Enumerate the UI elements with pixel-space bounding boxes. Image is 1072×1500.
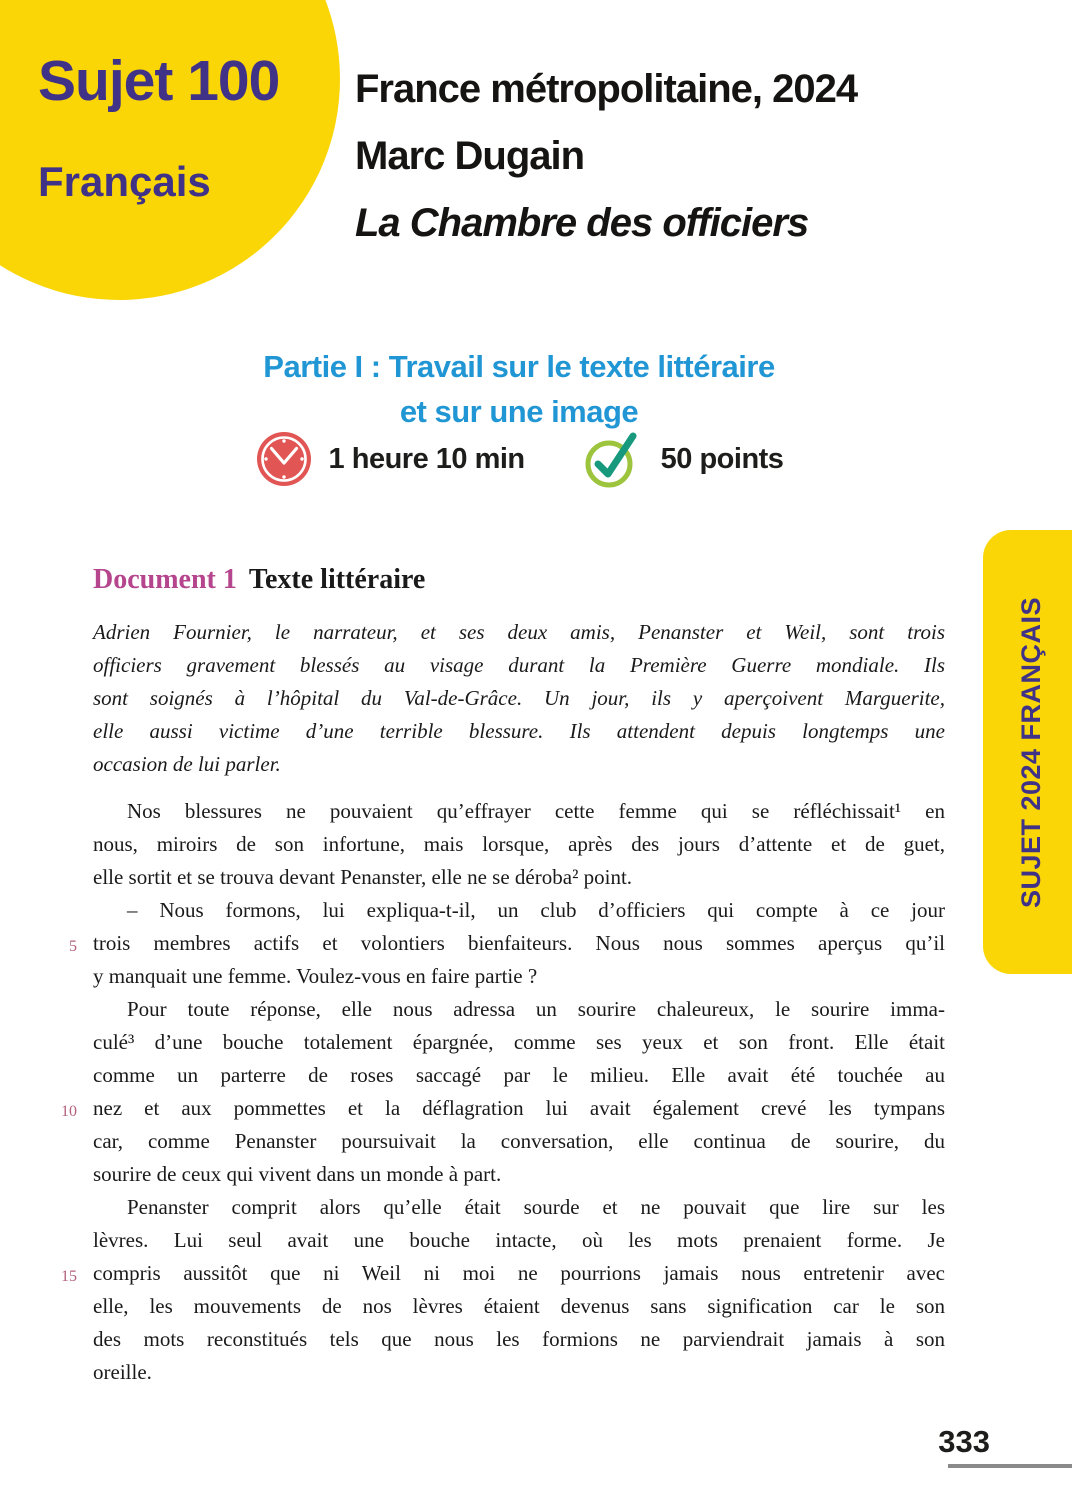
intro-line: elle aussi victime d’une terrible blessure. Ils attendent depuis longtemps une: [93, 719, 945, 743]
document-label: Document 1: [93, 564, 237, 595]
intro-line: sont soignés à l’hôpital du Val-de-Grâce. Un jour, ils y aperçoivent Marguerite,: [93, 686, 945, 710]
text-line: [93, 1059, 945, 1092]
section-title: [93, 344, 945, 434]
side-tab-label: SUJET 2024 FRANÇAIS: [1016, 596, 1046, 908]
body-line: lèvres. Lui seul avait une bouche intacte, où les mots prenaient forme. Je: [93, 1228, 945, 1252]
text-line: [93, 861, 945, 894]
subject-badge-circle: [0, 0, 340, 300]
text-line: [93, 894, 945, 927]
text-line: [93, 1026, 945, 1059]
exam-work-title: La Chambre des officiers: [355, 201, 809, 245]
text-line: [93, 1356, 945, 1389]
body-line: comme un parterre de roses saccagé par le milieu. Elle avait été touchée au: [93, 1063, 945, 1087]
intro-line: Adrien Fournier, le narrateur, et ses deux amis, Penanster et Weil, sont trois: [93, 620, 945, 644]
text-line: [61, 1257, 945, 1290]
text-line: [93, 616, 945, 649]
footer-rule: [948, 1464, 1072, 1468]
body-line: elle sortit et se trouva devant Penanster, elle ne se déroba² point.: [93, 865, 633, 889]
exam-author: Marc Dugain: [355, 134, 585, 178]
line-number-15: 15: [61, 1268, 77, 1285]
document-title: Texte littéraire: [248, 564, 426, 595]
body-line: Pour toute réponse, elle nous adressa un sourire chaleureux, le sourire imma-: [127, 997, 945, 1021]
body-line: elle, les mouvements de nos lèvres étaient devenus sans signification car le son: [93, 1294, 945, 1318]
intro-line: officiers gravement blessés au visage durant la Première Guerre mondiale. Ils: [93, 653, 945, 677]
text-line: [61, 1092, 945, 1125]
body-line: compris aussitôt que ni Weil ni moi ne pourrions jamais nous entretenir avec: [93, 1261, 945, 1285]
line-number-10: 10: [61, 1103, 77, 1120]
text-line: [93, 682, 945, 715]
meta-row: [93, 428, 945, 490]
points-label: 50 points: [660, 442, 784, 475]
exam-origin: France métropolitaine, 2024: [355, 67, 858, 111]
text-line: [93, 795, 945, 828]
page-number: 333: [938, 1424, 990, 1459]
text-line: [93, 960, 945, 993]
text-line: [93, 1125, 945, 1158]
section-title-line1: Partie I : Travail sur le texte littéraire: [263, 349, 775, 384]
text-line: [93, 1323, 945, 1356]
clock-icon: [255, 430, 313, 488]
body-line: culé³ d’une bouche totalement épargnée, comme ses yeux et son front. Elle était: [93, 1030, 945, 1054]
text-line: [93, 1191, 945, 1224]
body-line: nous, miroirs de son infortune, mais lorsque, après des jours d’attente et de guet,: [93, 832, 945, 856]
subject-number: Sujet 100: [38, 49, 280, 113]
text-line: [69, 927, 945, 960]
body-line: nez et aux pommettes et la déflagration lui avait également crevé les tympans: [93, 1096, 945, 1120]
body-line: sourire de ceux qui vivent dans un monde à part.: [93, 1162, 502, 1186]
body-line: y manquait une femme. Voulez-vous en faire partie ?: [93, 964, 538, 988]
text-line: [93, 828, 945, 861]
duration-label: 1 heure 10 min: [328, 442, 525, 475]
text-line: [93, 1224, 945, 1257]
document-heading: [93, 564, 425, 596]
body-line: des mots reconstitués tels que nous les formions ne parviendrait jamais à son: [93, 1327, 945, 1351]
intro-paragraph: [93, 616, 945, 781]
intro-line: occasion de lui parler.: [93, 752, 281, 776]
body-line: trois membres actifs et volontiers bienfaiteurs. Nous nous sommes aperçus qu’il: [93, 931, 945, 955]
text-line: [93, 993, 945, 1026]
body-line: car, comme Penanster poursuivait la conversation, elle continua de sourire, du: [93, 1129, 945, 1153]
exam-header: [355, 56, 995, 257]
body-line: Nos blessures ne pouvaient qu’effrayer cette femme qui se réfléchissait¹ en: [127, 799, 945, 823]
body-line: – Nous formons, lui expliqua-t-il, un club d’officiers qui compte à ce jour: [127, 898, 945, 922]
text-line: [93, 715, 945, 748]
text-line: [93, 1290, 945, 1323]
body-line: Penanster comprit alors qu’elle était sourde et ne pouvait que lire sur les: [127, 1195, 945, 1219]
section-title-line2: et sur une image: [399, 394, 639, 429]
line-number-5: 5: [69, 938, 77, 955]
check-icon: [583, 428, 645, 490]
literary-text: [61, 795, 945, 1389]
text-line: [93, 748, 945, 781]
side-tab: [983, 530, 1072, 974]
body-line: oreille.: [93, 1360, 152, 1384]
text-line: [93, 1158, 945, 1191]
subject-name: Français: [38, 158, 211, 205]
text-line: [93, 649, 945, 682]
